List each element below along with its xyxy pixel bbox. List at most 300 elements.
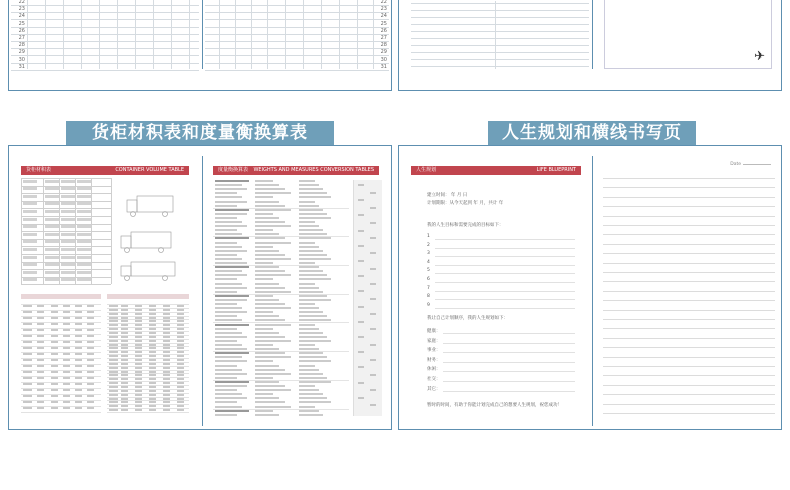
conv-grid-cell xyxy=(163,398,170,400)
calendar-row-number: 23 xyxy=(18,6,25,13)
writing-line xyxy=(603,300,775,301)
weights-row-text xyxy=(255,385,285,387)
weights-row-text xyxy=(215,328,237,330)
weights-row-text xyxy=(255,360,273,362)
top-page-line xyxy=(411,3,589,4)
life-blueprint-cn-title: 人生规划 xyxy=(416,167,437,173)
conv-grid-cell xyxy=(23,383,32,385)
weights-row-text xyxy=(299,262,315,264)
grid-col xyxy=(75,178,76,284)
conv-grid-cell xyxy=(23,347,32,349)
conv-grid-cell xyxy=(109,390,118,392)
conv-grid-cell xyxy=(37,341,44,343)
container-table-cn-title: 货柜材积表 xyxy=(26,167,52,173)
conv-grid-cell xyxy=(109,320,118,322)
conv-grid-cell xyxy=(149,390,156,392)
calendar-row-number: 25 xyxy=(18,20,25,27)
weights-table-cn-title: 度量衡换算表 xyxy=(218,167,249,173)
conv-grid-cell xyxy=(63,365,70,367)
weights-row-text xyxy=(215,254,237,256)
weights-row-text xyxy=(215,229,237,231)
conv-grid-cell xyxy=(51,371,58,373)
weights-row-text xyxy=(255,356,291,358)
conv-grid-cell xyxy=(75,305,82,307)
conv-grid-cell xyxy=(63,353,70,355)
conv-grid-cell xyxy=(75,335,82,337)
weights-row-text xyxy=(215,262,247,264)
writing-line xyxy=(603,272,775,273)
weights-row-text xyxy=(215,397,247,399)
weights-row-text xyxy=(299,377,327,379)
weights-row-text xyxy=(215,184,242,186)
weights-row-text xyxy=(255,307,291,309)
grid-cell-text xyxy=(45,195,59,198)
conv-grid-cell xyxy=(177,324,184,326)
blueprint-created-date: 建立时间： 年 月 日 xyxy=(427,193,468,198)
weights-row-text xyxy=(299,352,323,354)
weights-index-mark xyxy=(370,404,376,406)
conv-grid-cell xyxy=(23,401,32,403)
weights-row-text xyxy=(299,221,315,223)
conv-grid-cell xyxy=(23,365,32,367)
airplane-icon: ✈ xyxy=(754,49,765,64)
conv-grid-cell xyxy=(149,344,156,346)
grid-col xyxy=(43,178,44,284)
conv-grid-cell xyxy=(149,317,156,319)
grid-cell-text xyxy=(45,240,59,243)
weights-row-text xyxy=(299,348,319,350)
weights-row-text xyxy=(215,237,249,239)
weights-row-text xyxy=(255,270,285,272)
conv-grid-cell xyxy=(149,401,156,403)
grid-cell-text xyxy=(45,218,59,221)
conv-grid-cell xyxy=(149,405,156,407)
weights-index-mark xyxy=(358,382,364,384)
conv-grid-cell xyxy=(177,320,184,322)
conv-grid-cell xyxy=(109,347,118,349)
conv-grid-cell xyxy=(163,409,170,411)
weights-row-text xyxy=(215,324,249,326)
grid-cell-text xyxy=(23,218,37,221)
weights-row-text xyxy=(255,287,285,289)
weights-row-text xyxy=(299,246,319,248)
conv-grid-cell xyxy=(51,329,58,331)
life-blueprint-page xyxy=(409,162,585,420)
weights-row-text xyxy=(215,340,237,342)
weights-index-mark xyxy=(358,245,364,247)
conv-grid-cell xyxy=(63,359,70,361)
weights-row-text xyxy=(215,344,242,346)
weights-row-text xyxy=(299,274,327,276)
grid-cell-text xyxy=(45,248,59,251)
calendar-row-line xyxy=(11,70,199,71)
top-page-line xyxy=(411,59,589,60)
conv-grid-cell xyxy=(121,305,128,307)
container-volume-page xyxy=(17,162,193,420)
conv-grid-cell xyxy=(87,323,94,325)
conv-grid-cell xyxy=(121,401,128,403)
calendar-row-line xyxy=(205,48,389,49)
weights-row-text xyxy=(299,192,327,194)
conv-grid-line xyxy=(21,412,101,413)
conv-grid-cell xyxy=(37,365,44,367)
calendar-col-line xyxy=(63,0,64,69)
weights-index-mark xyxy=(370,389,376,391)
writing-line xyxy=(603,394,775,395)
weights-row-text xyxy=(299,278,331,280)
weights-index-column xyxy=(353,180,382,416)
conv-grid-cell xyxy=(163,390,170,392)
weights-row-text xyxy=(215,221,242,223)
conv-grid-cell xyxy=(37,395,44,397)
conv-grid-cell xyxy=(109,355,118,357)
weights-row-text xyxy=(255,332,279,334)
blank-page-top xyxy=(604,0,772,69)
weights-row-text xyxy=(255,278,273,280)
conv-grid-cell xyxy=(51,347,58,349)
calendar-row-number: 30 xyxy=(18,56,25,63)
conv-grid-cell xyxy=(121,378,128,380)
weights-row-text xyxy=(299,360,331,362)
conv-grid-cell xyxy=(121,359,128,361)
conv-grid-cell xyxy=(37,383,44,385)
conv-grid-cell xyxy=(51,359,58,361)
goal-number: 4 xyxy=(427,259,430,265)
conv-grid-cell xyxy=(37,317,44,319)
grid-cell-text xyxy=(61,256,75,259)
conv-grid-cell xyxy=(51,335,58,337)
weights-index-mark xyxy=(358,321,364,323)
plan-item-label: 休闲： xyxy=(427,367,441,373)
weights-row-text xyxy=(215,315,237,317)
plan-line xyxy=(443,362,575,363)
grid-line xyxy=(21,284,111,285)
conv-grid-cell xyxy=(37,359,44,361)
weights-row-text xyxy=(299,356,327,358)
calendar-row-line xyxy=(205,5,389,6)
grid-cell-text xyxy=(61,278,75,281)
conv-grid-cell xyxy=(63,401,70,403)
goal-number: 3 xyxy=(427,251,430,257)
conv-grid-cell xyxy=(135,359,142,361)
weights-row-text xyxy=(215,283,242,285)
weights-row-text xyxy=(215,250,247,252)
calendar-row-line xyxy=(205,34,389,35)
weights-row-text xyxy=(299,287,319,289)
weights-row-text xyxy=(215,287,247,289)
plan-line xyxy=(443,352,575,353)
conv-grid-cell xyxy=(87,359,94,361)
calendar-row-line xyxy=(205,12,389,13)
conv-grid-cell xyxy=(149,340,156,342)
life-blueprint-en-title: LIFE BLUEPRINT xyxy=(536,167,576,173)
conv-grid-cell xyxy=(135,317,142,319)
grid-cell-text xyxy=(23,202,37,205)
writing-line xyxy=(603,310,775,311)
conv-grid-cell xyxy=(163,351,170,353)
writing-line xyxy=(603,253,775,254)
grid-col xyxy=(111,178,112,284)
bottom-left-planner-frame xyxy=(8,145,392,430)
conv-grid-cell xyxy=(51,353,58,355)
conv-grid-cell xyxy=(63,311,70,313)
weights-row-text xyxy=(255,389,291,391)
weights-row-text xyxy=(255,188,285,190)
grid-col xyxy=(59,178,60,284)
calendar-row-line xyxy=(205,27,389,28)
weights-row-text xyxy=(255,217,279,219)
writing-line xyxy=(603,413,775,414)
weights-index-mark xyxy=(370,283,376,285)
writing-line xyxy=(603,404,775,405)
conv-grid-cell xyxy=(121,344,128,346)
weights-row-text xyxy=(299,303,315,305)
conv-grid-cell xyxy=(87,305,94,307)
calendar-row-number: 26 xyxy=(18,27,25,34)
weights-row-text xyxy=(215,365,237,367)
weights-index-mark xyxy=(370,298,376,300)
weights-row-text xyxy=(215,213,247,215)
top-page-line xyxy=(411,45,589,46)
weights-row-text xyxy=(215,381,249,383)
conv-grid-cell xyxy=(63,317,70,319)
weights-row-text xyxy=(299,201,315,203)
conv-grid-cell xyxy=(177,344,184,346)
grid-col xyxy=(91,178,92,284)
weights-row-text xyxy=(299,307,319,309)
conv-grid-cell xyxy=(23,323,32,325)
conv-grid-cell xyxy=(109,328,118,330)
conv-grid-cell xyxy=(177,305,184,307)
weights-row-text xyxy=(299,328,319,330)
weights-row-text xyxy=(255,192,291,194)
weights-index-mark xyxy=(358,214,364,216)
weights-row-text xyxy=(255,377,273,379)
conv-grid-cell xyxy=(51,389,58,391)
writing-line xyxy=(603,291,775,292)
conv-grid-cell xyxy=(149,367,156,369)
grid-cell-text xyxy=(23,278,37,281)
conv-grid-cell xyxy=(135,309,142,311)
top-left-planner-frame xyxy=(8,0,392,91)
writing-line xyxy=(603,187,775,188)
grid-cell-text xyxy=(23,271,37,274)
grid-cell-text xyxy=(23,187,37,190)
conv-grid-cell xyxy=(63,383,70,385)
calendar-row-number: 28 xyxy=(18,42,25,49)
weights-row-text xyxy=(299,344,315,346)
weights-table-title-bar xyxy=(213,166,379,175)
blueprint-closing-text: 暂时的时间，有助于你能计划完成自己的想要人生规划，祝您成功！ xyxy=(427,403,562,408)
conv-grid-cell xyxy=(163,344,170,346)
conv-grid-cell xyxy=(51,401,58,403)
conv-grid-cell xyxy=(37,311,44,313)
conv-grid-cell xyxy=(177,309,184,311)
grid-cell-text xyxy=(77,256,91,259)
weights-row-text xyxy=(299,340,331,342)
conv-grid-cell xyxy=(177,347,184,349)
life-blueprint-title-bar xyxy=(411,166,581,175)
top-page-line xyxy=(411,38,589,39)
weights-index-mark xyxy=(370,313,376,315)
conv-grid-cell xyxy=(75,323,82,325)
weights-row-text xyxy=(215,196,242,198)
writing-line xyxy=(603,216,775,217)
conv-grid-cell xyxy=(121,371,128,373)
grid-cell-text xyxy=(61,195,75,198)
conv-grid-cell xyxy=(135,398,142,400)
weights-row-text xyxy=(255,319,285,321)
conv-grid-cell xyxy=(75,365,82,367)
calendar-col-line xyxy=(251,0,252,69)
grid-cell-text xyxy=(45,210,59,213)
weights-row-text xyxy=(299,258,331,260)
conv-grid-cell xyxy=(109,401,118,403)
conv-grid-cell xyxy=(149,313,156,315)
conv-grid-cell xyxy=(63,335,70,337)
conv-grid-cell xyxy=(75,401,82,403)
grid-cell-text xyxy=(45,256,59,259)
weights-index-mark xyxy=(370,252,376,254)
writing-line xyxy=(603,178,775,179)
calendar-row-line xyxy=(205,41,389,42)
grid-cell-text xyxy=(77,263,91,266)
writing-line xyxy=(603,225,775,226)
conv-grid-cell xyxy=(177,409,184,411)
writing-line xyxy=(603,281,775,282)
calendar-row-number: 24 xyxy=(380,13,387,20)
conv-grid-cell xyxy=(37,329,44,331)
weights-row-text xyxy=(255,205,285,207)
conv-grid-cell xyxy=(135,313,142,315)
conv-grid-cell xyxy=(109,305,118,307)
conv-grid-cell xyxy=(109,336,118,338)
weights-row-text xyxy=(215,225,247,227)
conv-grid-cell xyxy=(87,371,94,373)
goal-number: 2 xyxy=(427,242,430,248)
weights-row-text xyxy=(215,373,247,375)
container-volume-grid xyxy=(21,178,111,286)
goal-line xyxy=(435,282,575,283)
conv-grid-cell xyxy=(149,378,156,380)
weights-row-text xyxy=(299,237,331,239)
writing-line xyxy=(603,366,775,367)
conv-grid-cell xyxy=(51,377,58,379)
weights-row-text xyxy=(255,283,279,285)
plan-line xyxy=(443,333,575,334)
weights-row-text xyxy=(299,233,327,235)
top-page-line xyxy=(411,24,589,25)
conv-grid-cell xyxy=(149,398,156,400)
conv-grid-cell xyxy=(149,386,156,388)
conv-grid-cell xyxy=(109,351,118,353)
weights-row-text xyxy=(215,414,237,416)
weights-row-text xyxy=(299,254,327,256)
weights-row-text xyxy=(215,258,242,260)
conv-grid-cell xyxy=(23,335,32,337)
weights-row-text xyxy=(299,299,331,301)
writing-line xyxy=(603,234,775,235)
conv-grid-cell xyxy=(63,407,70,409)
grid-cell-text xyxy=(77,187,91,190)
conv-grid-cell xyxy=(37,335,44,337)
weights-row-text xyxy=(255,213,273,215)
weights-row-text xyxy=(215,278,237,280)
conv-grid-cell xyxy=(37,407,44,409)
conv-grid-cell xyxy=(149,305,156,307)
grid-cell-text xyxy=(23,210,37,213)
weights-row-text xyxy=(255,225,291,227)
conv-grid-cell xyxy=(177,363,184,365)
conv-grid-cell xyxy=(51,317,58,319)
grid-cell-text xyxy=(45,180,59,183)
conv-grid-cell xyxy=(177,317,184,319)
calendar-col-line xyxy=(81,0,82,69)
weights-row-text xyxy=(215,332,242,334)
goal-line xyxy=(435,265,575,266)
conv-grid-cell xyxy=(75,389,82,391)
conv-grid-cell xyxy=(63,323,70,325)
conv-grid-cell xyxy=(163,305,170,307)
grid-cell-text xyxy=(45,278,59,281)
conv-grid-cell xyxy=(109,332,118,334)
goal-number: 5 xyxy=(427,268,430,274)
writing-line xyxy=(603,328,775,329)
grid-cell-text xyxy=(61,240,75,243)
grid-cell-text xyxy=(77,180,91,183)
weights-row-text xyxy=(215,201,247,203)
weights-row-text xyxy=(255,406,291,408)
weights-row-text xyxy=(255,340,291,342)
container-table-en-title: CONTAINER VOLUME TABLE xyxy=(115,167,184,173)
conv-grid-cell xyxy=(163,394,170,396)
weights-index-mark xyxy=(370,237,376,239)
weights-row-text xyxy=(255,184,279,186)
calendar-col-line xyxy=(235,0,236,69)
conv-grid-cell xyxy=(177,367,184,369)
grid-cell-text xyxy=(23,233,37,236)
calendar-row-line xyxy=(205,55,389,56)
conv-grid-cell xyxy=(63,371,70,373)
weights-row-text xyxy=(215,188,247,190)
conv-grid-cell xyxy=(51,341,58,343)
conv-grid-cell xyxy=(75,311,82,313)
blueprint-goals-heading: 我的人生目标和需要完成的目标如下： xyxy=(427,223,504,228)
conv-grid-cell xyxy=(121,394,128,396)
conv-grid-cell xyxy=(109,382,118,384)
weights-row-text xyxy=(255,196,273,198)
conv-grid-cell xyxy=(135,378,142,380)
grid-cell-text xyxy=(61,248,75,251)
calendar-row-line xyxy=(205,63,389,64)
plan-line xyxy=(443,391,575,392)
conv-grid-cell xyxy=(121,367,128,369)
conv-grid-cell xyxy=(121,320,128,322)
conv-grid-cell xyxy=(75,341,82,343)
grid-cell-text xyxy=(23,240,37,243)
container-table-title-bar xyxy=(21,166,189,175)
weights-row-text xyxy=(215,274,247,276)
conv-grid-cell xyxy=(135,340,142,342)
weights-row-text xyxy=(299,283,315,285)
conv-grid-cell xyxy=(163,317,170,319)
writing-line xyxy=(603,319,775,320)
plan-line xyxy=(443,371,575,372)
weights-row-text xyxy=(299,393,323,395)
grid-cell-text xyxy=(77,195,91,198)
weights-row-text xyxy=(255,237,285,239)
grid-cell-text xyxy=(61,180,75,183)
